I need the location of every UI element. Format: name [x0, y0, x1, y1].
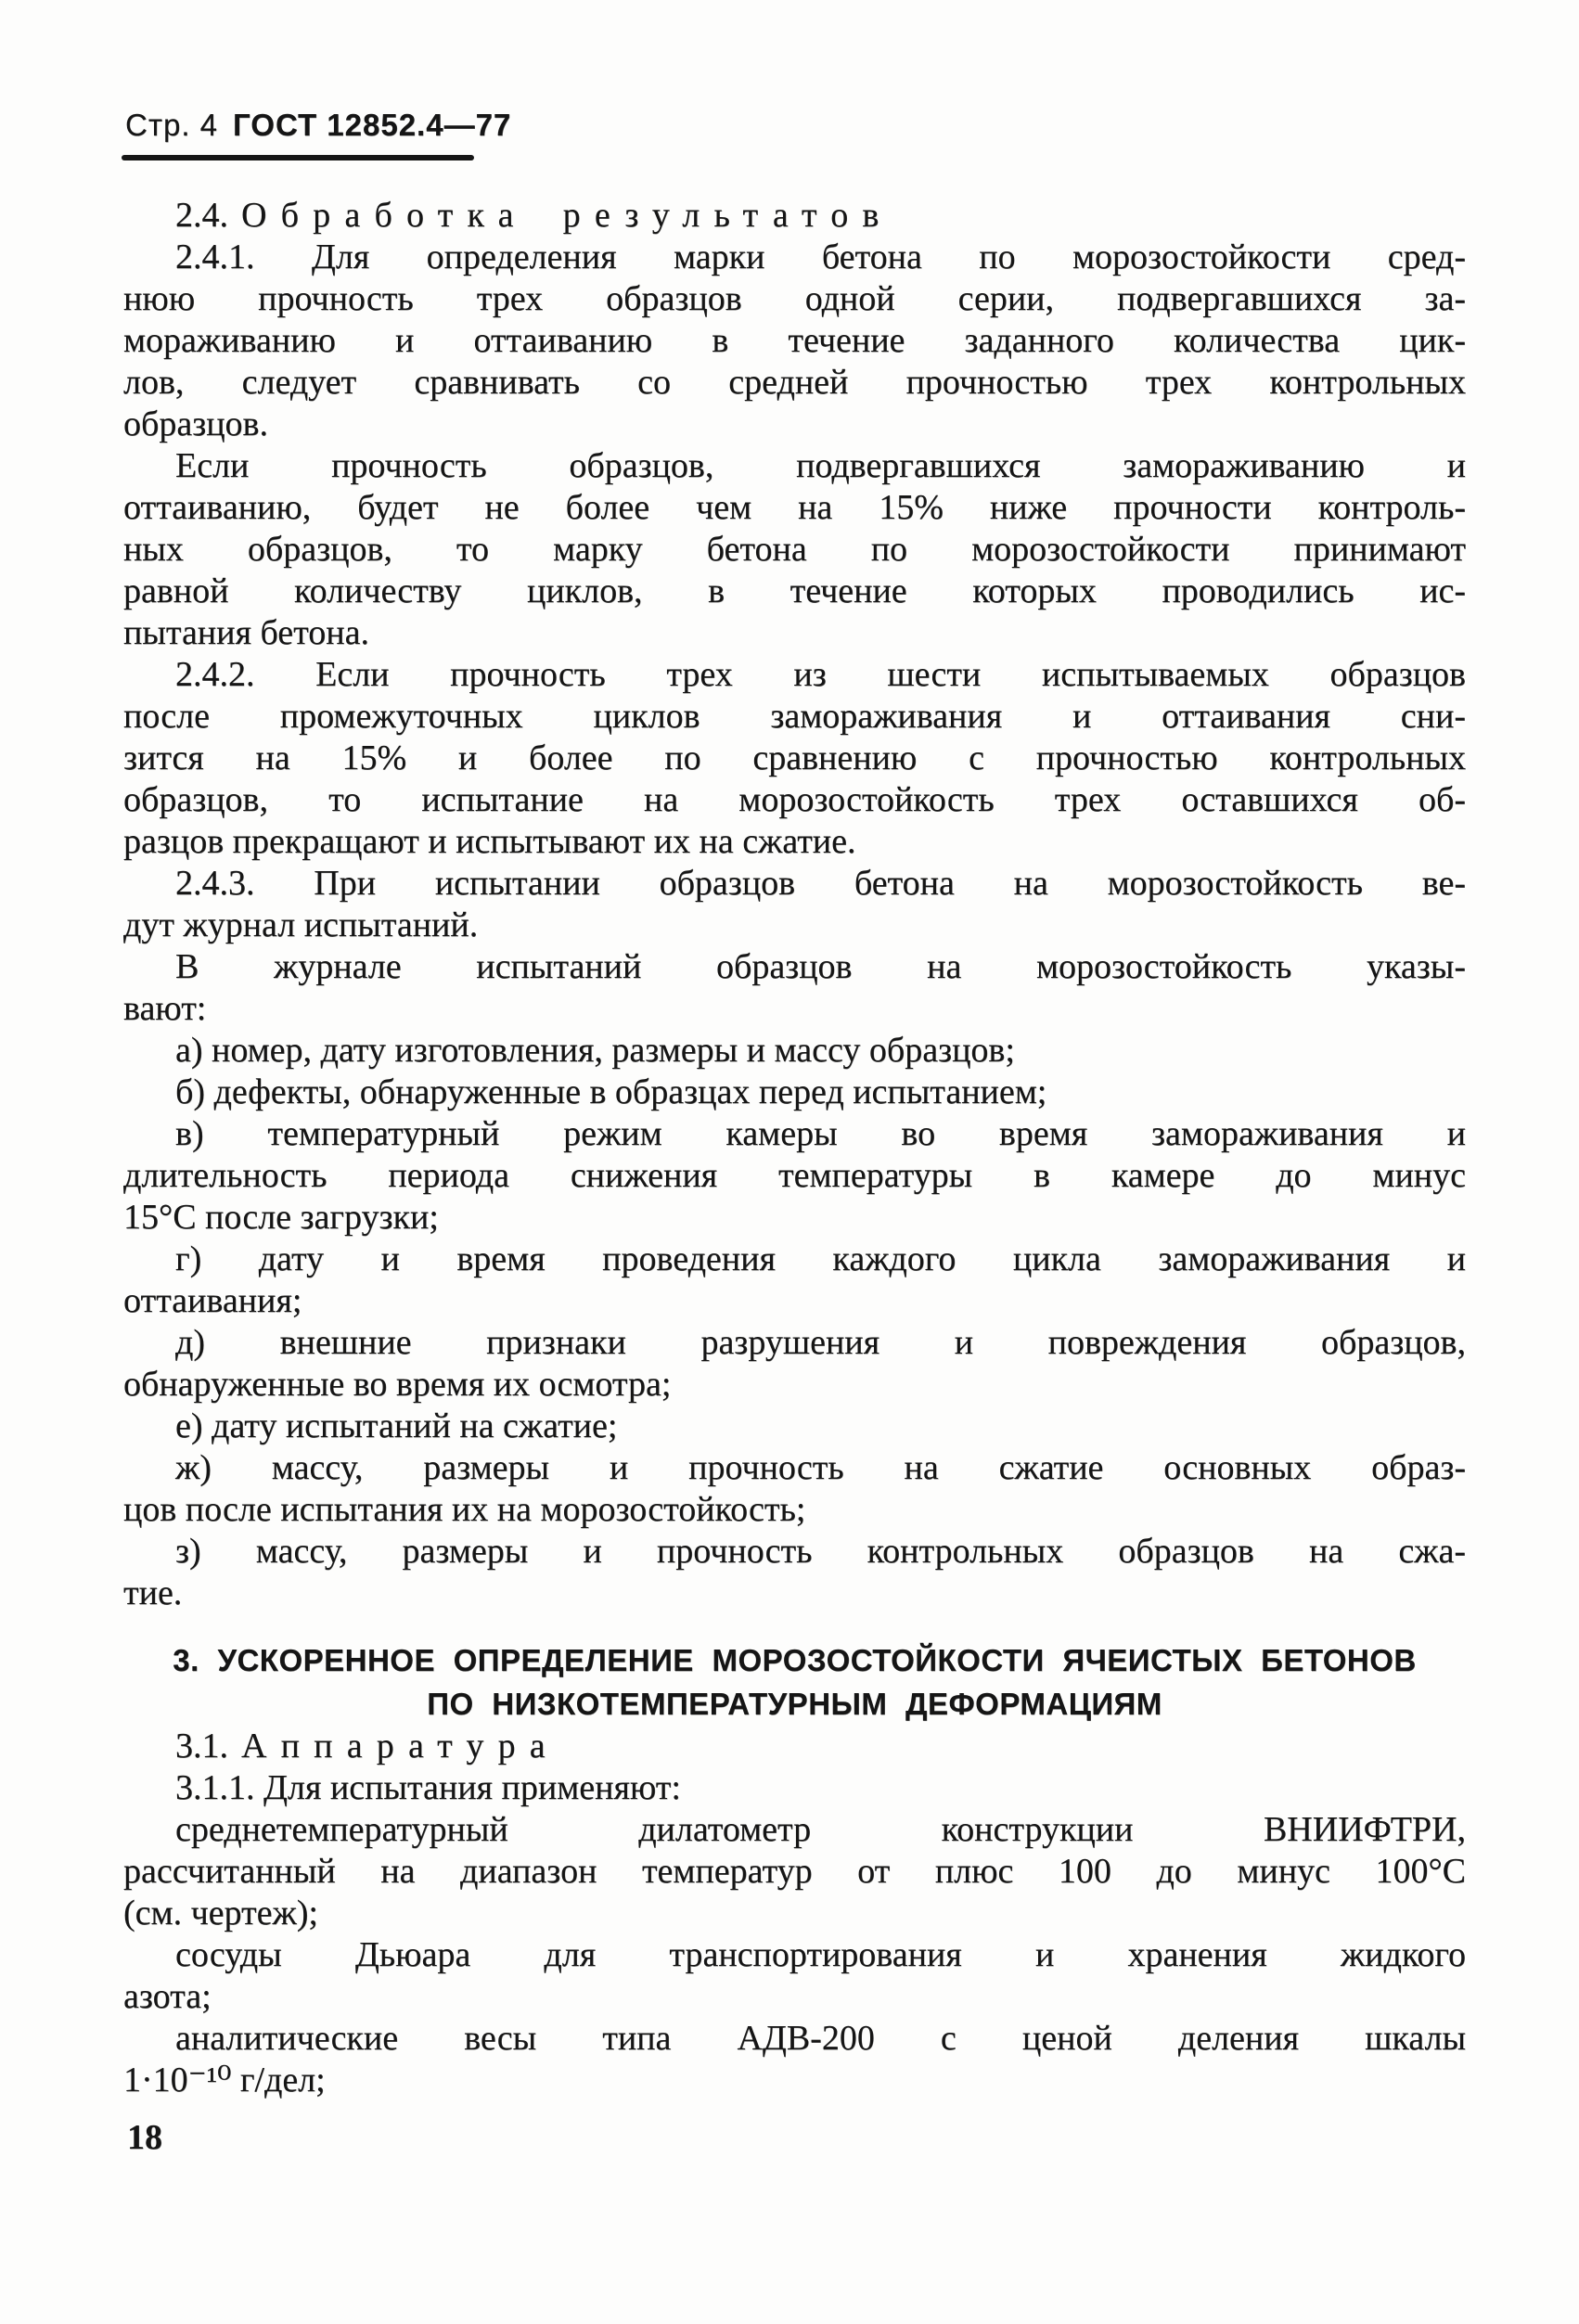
text-line: 3.1.1. Для испытания применяют: — [175, 1768, 681, 1807]
list-item-a — [123, 1030, 1466, 1072]
text-line: азота; — [123, 1977, 212, 2016]
text-line: В журнале испытаний образцов на морозостойкость указы- — [175, 947, 1466, 986]
text-line: е) дату испытаний на сжатие; — [175, 1406, 618, 1445]
text-line: вают: — [123, 989, 207, 1028]
page-number: 18 — [127, 2118, 162, 2157]
list-item-zh — [123, 1447, 1466, 1531]
subsection-heading — [123, 1726, 1466, 1767]
text-line: равной количеству циклов, в течение которых проводились ис- — [123, 571, 1466, 610]
paragraph — [123, 2018, 1466, 2101]
text-line: образцов, то испытание на морозостойкость трех оставшихся об- — [123, 780, 1466, 819]
text-line: д) внешние признаки разрушения и повреждения образцов, — [175, 1323, 1466, 1362]
paragraph — [123, 1809, 1466, 1934]
list-item-z — [123, 1531, 1466, 1614]
text-line: дут журнал испытаний. — [123, 905, 479, 944]
text-line: после промежуточных циклов замораживания и оттаивания сни- — [123, 697, 1466, 736]
text-line: среднетемпературный дилатометр конструкции ВНИИФТРИ, — [175, 1810, 1466, 1849]
text-line: лов, следует сравнивать со средней прочностью трех контрольных — [123, 363, 1466, 402]
heading-text: Аппаратура — [241, 1727, 559, 1765]
paragraph — [123, 237, 1466, 445]
list-item-d — [123, 1322, 1466, 1406]
text-line: обнаруженные во время их осмотра; — [123, 1365, 672, 1404]
paragraph — [123, 654, 1466, 863]
list-item-b — [123, 1072, 1466, 1113]
header-page-label: Стр. 4 — [125, 108, 218, 142]
text-line: зится на 15% и более по сравнению с прочностью контрольных — [123, 738, 1466, 777]
text-line: б) дефекты, обнаруженные в образцах перед испытанием; — [175, 1072, 1047, 1111]
paragraph — [123, 946, 1466, 1030]
text-line: в) температурный режим камеры во время замораживания и — [175, 1114, 1466, 1153]
section-heading-line: ПО НИЗКОТЕМПЕРАТУРНЫМ ДЕФОРМАЦИЯМ — [427, 1687, 1162, 1721]
text-line: аналитические весы типа АДВ-200 с ценой деления шкалы — [175, 2019, 1466, 2058]
paragraph — [123, 1934, 1466, 2018]
header-rule — [122, 155, 474, 160]
list-item-g — [123, 1239, 1466, 1322]
text-line: 2.4.2. Если прочность трех из шести испытываемых образцов — [175, 655, 1466, 694]
text-line: оттаиванию, будет не более чем на 15% ниже прочности контроль- — [123, 488, 1466, 527]
paragraph — [123, 445, 1466, 654]
text-line: ж) массу, размеры и прочность на сжатие основных образ- — [175, 1448, 1466, 1487]
text-line: а) номер, дату изготовления, размеры и массу образцов; — [175, 1031, 1015, 1070]
list-item-e — [123, 1406, 1466, 1447]
text-line: Если прочность образцов, подвергавшихся замораживанию и — [175, 446, 1466, 485]
text-line: 15°С после загрузки; — [123, 1198, 439, 1237]
text-line: пытания бетона. — [123, 613, 369, 652]
text-line: оттаивания; — [123, 1281, 302, 1320]
heading-text: Обработка результатов — [241, 196, 893, 235]
text-line: 2.4.1. Для определения марки бетона по морозостойкости сред- — [175, 238, 1466, 276]
text-line: (см. чертеж); — [123, 1894, 318, 1932]
text-line: мораживанию и оттаиванию в течение заданного количества цик- — [123, 321, 1466, 360]
text-line: ных образцов, то марку бетона по морозостойкости принимают — [123, 530, 1466, 569]
text-line: тие. — [123, 1573, 183, 1612]
document-body — [123, 195, 1466, 2101]
section-heading-line: 3. УСКОРЕННОЕ ОПРЕДЕЛЕНИЕ МОРОЗОСТОЙКОСТИ ЯЧЕИСТЫХ БЕТОНОВ — [173, 1643, 1417, 1677]
text-line: сосуды Дьюара для транспортирования и хранения жидкого — [175, 1935, 1466, 1974]
text-line: рассчитанный на диапазон температур от плюс 100 до минус 100°С — [123, 1852, 1466, 1891]
subsection-heading — [123, 195, 1466, 237]
header-standard-number: ГОСТ 12852.4—77 — [233, 108, 512, 142]
heading-number: 2.4. — [175, 196, 228, 235]
text-line: нюю прочность трех образцов одной серии, подвергавшихся за- — [123, 279, 1466, 318]
text-line: 2.4.3. При испытании образцов бетона на морозостойкость ве- — [175, 864, 1466, 903]
list-item-v — [123, 1113, 1466, 1239]
text-line: з) массу, размеры и прочность контрольных образцов на сжа- — [175, 1532, 1466, 1571]
text-line: разцов прекращают и испытывают их на сжатие. — [123, 822, 856, 861]
text-line: длительность периода снижения температуры в камере до минус — [123, 1156, 1466, 1195]
text-line: образцов. — [123, 404, 268, 443]
text-line: г) дату и время проведения каждого цикла замораживания и — [175, 1239, 1466, 1278]
heading-number: 3.1. — [175, 1727, 228, 1765]
paragraph — [123, 1767, 1466, 1809]
paragraph — [123, 863, 1466, 946]
section-heading — [123, 1638, 1466, 1726]
text-line: цов после испытания их на морозостойкость; — [123, 1490, 806, 1529]
running-header — [125, 108, 511, 143]
text-line: 1·10⁻¹⁰ г/дел; — [123, 2061, 326, 2099]
